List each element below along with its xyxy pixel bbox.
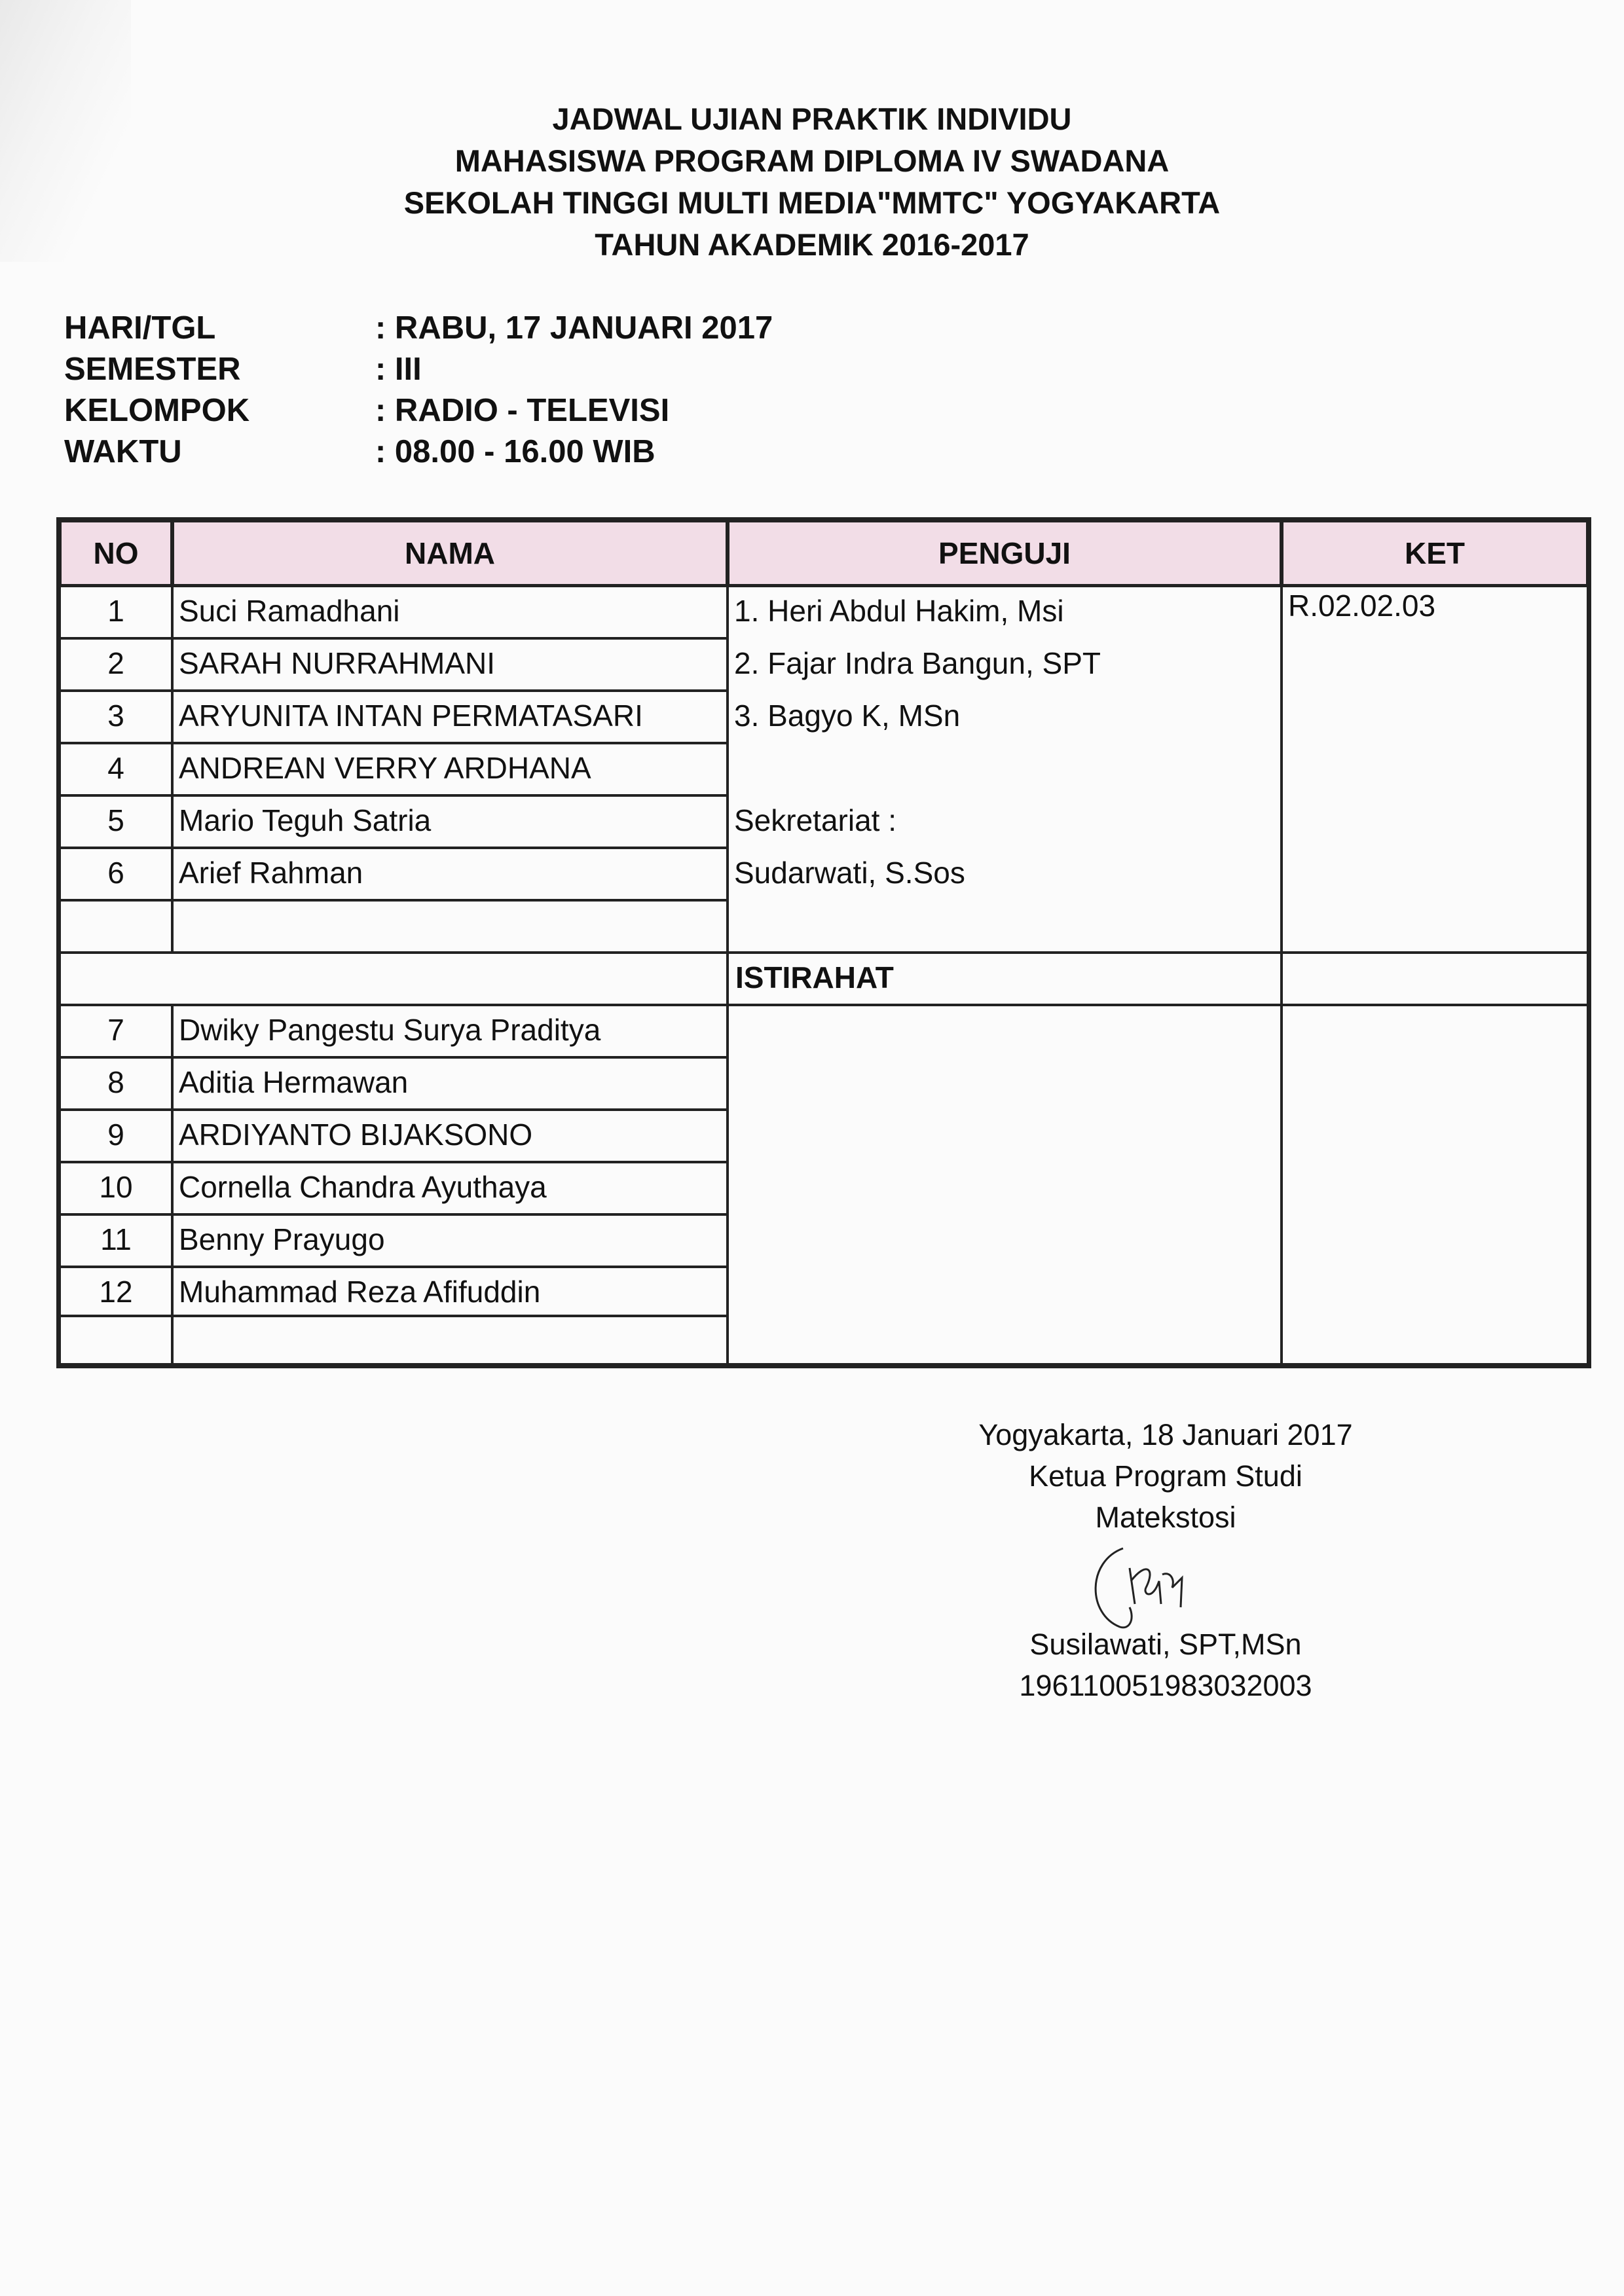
row-nama: Dwiky Pangestu Surya Praditya [172,1005,728,1057]
ket-cell [1282,586,1588,953]
row-no: 7 [60,1005,172,1057]
row-nama: SARAH NURRAHMANI [172,638,728,691]
row-no: 3 [60,691,172,743]
schedule-table [56,517,1591,1368]
examiner-2: 2. Fajar Indra Bangun, SPT [734,646,1101,680]
info-label: WAKTU [64,434,182,469]
row-no: 5 [60,795,172,848]
row-nama-empty [172,900,728,953]
ket-cell-b [1282,1005,1588,1364]
signature-place-date: Yogyakarta, 18 Januari 2017 [978,1418,1353,1451]
room-code: R.02.02.03 [1288,589,1436,623]
signature-program: Matekstosi [1095,1501,1236,1534]
info-value: : RADIO - TELEVISI [375,393,670,428]
info-value: : III [375,352,422,387]
document-title [0,98,1624,266]
row-nama: Suci Ramadhani [172,586,728,638]
info-label: SEMESTER [64,352,241,387]
row-no: 4 [60,743,172,795]
row-no: 2 [60,638,172,691]
row-no: 10 [60,1162,172,1214]
row-no-empty [60,1316,172,1364]
break-row-left [60,953,728,1005]
handwritten-signature-icon [1084,1542,1215,1633]
schedule-info [64,308,773,473]
row-nama: Arief Rahman [172,848,728,900]
row-nama: ARDIYANTO BIJAKSONO [172,1110,728,1162]
row-no: 12 [60,1267,172,1316]
info-row-time [64,431,773,473]
row-nama-empty [172,1316,728,1364]
signature-role: Ketua Program Studi [1029,1459,1302,1493]
signatory-nip: 196110051983032003 [1019,1669,1312,1702]
info-value: : 08.00 - 16.00 WIB [375,434,655,469]
row-no: 11 [60,1214,172,1267]
header-no: NO [60,520,172,586]
signature-footer [851,1624,1480,1706]
row-nama: ANDREAN VERRY ARDHANA [172,743,728,795]
row-no: 6 [60,848,172,900]
break-row-right [1282,953,1588,1005]
examiner-1: 1. Heri Abdul Hakim, Msi [734,594,1064,628]
secretariat-label: Sekretariat : [734,803,896,837]
penguji-cell-b [728,1005,1282,1364]
header-ket: KET [1282,520,1588,586]
signatory-name: Susilawati, SPT,MSn [1029,1628,1302,1661]
title-line-3: SEKOLAH TINGGI MULTI MEDIA"MMTC" YOGYAKARTA [403,185,1221,220]
row-nama: ARYUNITA INTAN PERMATASARI [172,691,728,743]
row-nama: Aditia Hermawan [172,1057,728,1110]
row-no-empty [60,900,172,953]
signature-block [851,1414,1480,1538]
info-row-semester [64,349,773,390]
row-nama: Mario Teguh Satria [172,795,728,848]
break-label: ISTIRAHAT [728,953,1282,1005]
secretariat-name: Sudarwati, S.Sos [734,856,965,890]
info-row-date [64,308,773,349]
info-value: : RABU, 17 JANUARI 2017 [375,310,773,346]
row-no: 1 [60,586,172,638]
row-nama: Muhammad Reza Afifuddin [172,1267,728,1316]
title-line-1: JADWAL UJIAN PRAKTIK INDIVIDU [552,101,1072,136]
penguji-cell [728,586,1282,953]
row-nama: Benny Prayugo [172,1214,728,1267]
examiner-3: 3. Bagyo K, MSn [734,699,961,733]
row-no: 8 [60,1057,172,1110]
info-label: KELOMPOK [64,393,250,428]
info-row-group [64,390,773,431]
info-label: HARI/TGL [64,310,216,346]
header-penguji: PENGUJI [728,520,1282,586]
row-no: 9 [60,1110,172,1162]
title-line-4: TAHUN AKADEMIK 2016-2017 [595,227,1029,262]
header-nama: NAMA [172,520,728,586]
title-line-2: MAHASISWA PROGRAM DIPLOMA IV SWADANA [454,143,1170,178]
row-nama: Cornella Chandra Ayuthaya [172,1162,728,1214]
